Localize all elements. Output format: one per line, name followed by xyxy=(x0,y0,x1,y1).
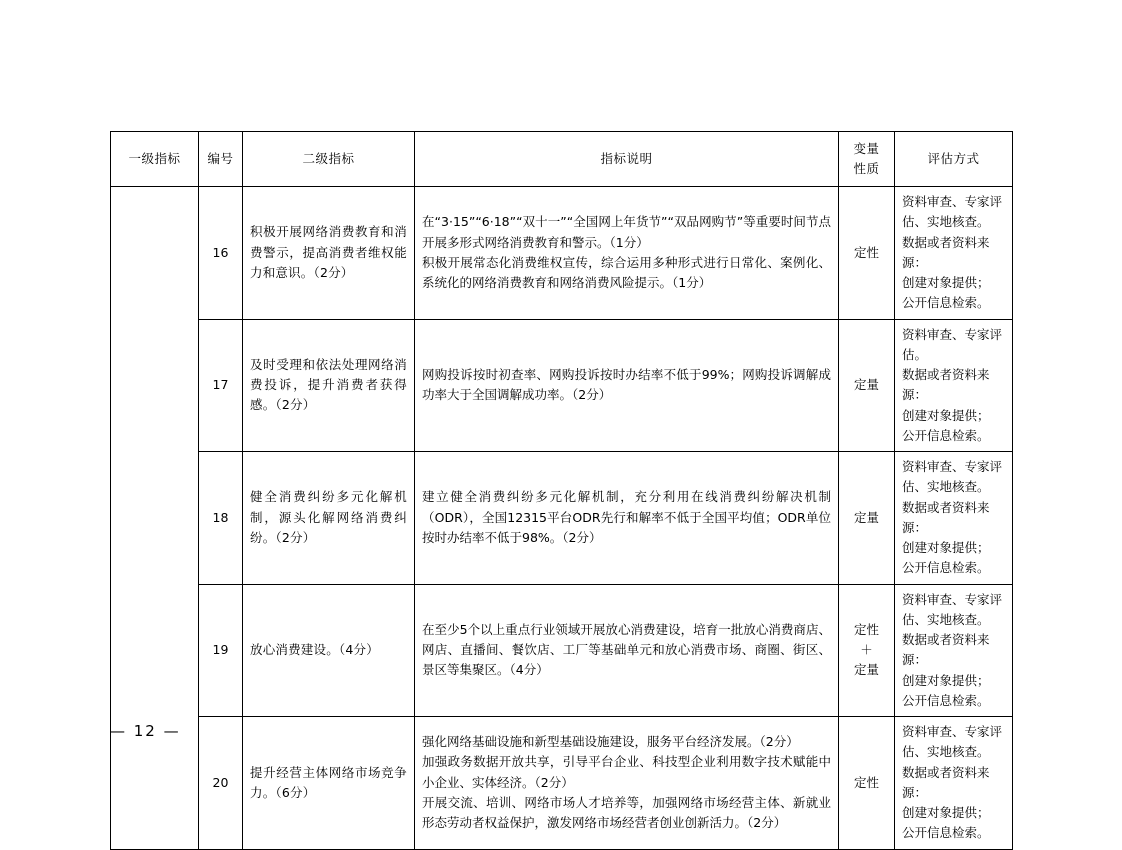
cell-variable xyxy=(839,584,895,717)
evaluation-line: 资料审查、专家评估、实地核查。 xyxy=(902,194,1003,230)
variable-line: ＋ xyxy=(860,642,873,658)
evaluation-line: 公开信息检索。 xyxy=(902,295,990,311)
evaluation-line: 创建对象提供； xyxy=(902,407,990,423)
description-line: 在至少5个以上重点行业领域开展放心消费建设，培育一批放心消费商店、网店、直播间、餐饮店、工厂等基础单元和放心消费市场、商圈、街区、景区等集聚区。（4分） xyxy=(422,621,831,678)
variable-lines xyxy=(846,243,887,263)
header-variable-lines xyxy=(846,139,887,180)
evaluation-line: 公开信息检索。 xyxy=(902,560,990,576)
evaluation-line: 创建对象提供； xyxy=(902,805,990,820)
description-line: 网购投诉按时初查率、网购投诉按时办结率不低于99%；网购投诉调解成功率大于全国调解成功率。（2分） xyxy=(422,367,831,403)
evaluation-line: 创建对象提供； xyxy=(902,275,990,290)
table-row xyxy=(111,452,1013,585)
cell-variable xyxy=(839,319,895,452)
cell-variable xyxy=(839,187,895,320)
cell-level2 xyxy=(243,717,415,850)
cell-variable xyxy=(839,452,895,585)
evaluation-line: 数据或者资料来源： xyxy=(902,764,990,800)
evaluation-line: 资料审查、专家评估、实地核查。 xyxy=(902,591,1003,627)
description-line: 在“3·15”“6·18”“双十一”“全国网上年货节”“双品网购节”等重要时间节点开展多形式网络消费教育和警示。（1分） xyxy=(422,214,831,250)
description-line: 强化网络基础设施和新型基础设施建设，服务平台经济发展。（2分） xyxy=(422,734,799,750)
cell-evaluation xyxy=(895,717,1013,850)
variable-line: 定量 xyxy=(853,662,879,678)
evaluation-line: 资料审查、专家评估、实地核查。 xyxy=(902,459,1003,495)
header-level1: 一级指标 xyxy=(111,132,199,187)
header-variable-line-2: 性质 xyxy=(853,161,880,176)
description-line: 加强政务数据开放共享，引导平台企业、科技型企业利用数字技术赋能中小企业、实体经济。（2分） xyxy=(422,754,831,790)
evaluation-line: 资料审查、专家评估、实地核查。 xyxy=(902,724,1003,760)
evaluation-line: 资料审查、专家评估。 xyxy=(902,326,1003,362)
cell-description xyxy=(415,717,839,850)
header-variable-line-1: 变量 xyxy=(853,140,880,156)
table-header-row xyxy=(111,132,1013,187)
variable-line: 定性 xyxy=(853,621,879,637)
description-line: 积极开展常态化消费维权宣传，综合运用多种形式进行日常化、案例化、系统化的网络消费教育和网络消费风险提示。（1分） xyxy=(422,254,831,290)
page-number: — 12 — xyxy=(110,722,181,740)
cell-number: 19 xyxy=(199,584,243,717)
cell-variable xyxy=(839,717,895,850)
variable-line: 定性 xyxy=(853,244,879,260)
level2-text: 积极开展网络消费教育和消费警示，提高消费者维权能力和意识。（2分） xyxy=(250,224,407,280)
level2-text: 及时受理和依法处理网络消费投诉，提升消费者获得感。（2分） xyxy=(250,356,407,413)
cell-level2 xyxy=(243,584,415,717)
cell-number: 16 xyxy=(199,187,243,320)
level2-text: 放心消费建设。（4分） xyxy=(250,642,379,658)
evaluation-line: 数据或者资料来源： xyxy=(902,367,990,403)
evaluation-line: 公开信息检索。 xyxy=(902,427,990,443)
description-line: 建立健全消费纠纷多元化解机制，充分利用在线消费纠纷解决机制（ODR），全国12315平台ODR先行和解率不低于全国平均值；ODR单位按时办结率不低于98%。（2分） xyxy=(422,489,831,545)
cell-level2 xyxy=(243,319,415,452)
evaluation-line: 数据或者资料来源： xyxy=(902,632,990,668)
evaluation-line: 创建对象提供； xyxy=(902,672,990,688)
table-body xyxy=(111,187,1013,850)
description-line: 开展交流、培训、网络市场人才培养等，加强网络市场经营主体、新就业形态劳动者权益保护，激发网络市场经营者创业创新活力。（2分） xyxy=(422,794,831,831)
table-row xyxy=(111,584,1013,717)
variable-lines xyxy=(846,773,887,793)
cell-number: 20 xyxy=(199,717,243,850)
cell-level2 xyxy=(243,452,415,585)
cell-level1-merged xyxy=(111,187,199,850)
cell-description xyxy=(415,452,839,585)
variable-lines xyxy=(846,620,887,681)
cell-evaluation xyxy=(895,584,1013,717)
cell-level2 xyxy=(243,187,415,320)
variable-line: 定性 xyxy=(853,774,879,790)
level2-text: 提升经营主体网络市场竞争力。（6分） xyxy=(250,764,407,800)
cell-number: 17 xyxy=(199,319,243,452)
table-row xyxy=(111,187,1013,320)
header-level2: 二级指标 xyxy=(243,132,415,187)
evaluation-line: 创建对象提供； xyxy=(902,540,990,555)
cell-evaluation xyxy=(895,187,1013,320)
indicator-table xyxy=(110,131,1013,850)
header-evaluation: 评估方式 xyxy=(895,132,1013,187)
table-row xyxy=(111,717,1013,850)
cell-evaluation xyxy=(895,452,1013,585)
cell-number: 18 xyxy=(199,452,243,585)
cell-description xyxy=(415,187,839,320)
variable-lines xyxy=(846,508,887,528)
table-row xyxy=(111,319,1013,452)
cell-description xyxy=(415,319,839,452)
table-header xyxy=(111,132,1013,187)
variable-line: 定量 xyxy=(853,377,879,393)
variable-lines xyxy=(846,375,887,395)
evaluation-line: 数据或者资料来源： xyxy=(902,499,990,535)
evaluation-line: 数据或者资料来源： xyxy=(902,234,990,270)
evaluation-line: 公开信息检索。 xyxy=(902,825,990,841)
variable-line: 定量 xyxy=(853,509,879,525)
evaluation-line: 公开信息检索。 xyxy=(902,692,990,708)
cell-evaluation xyxy=(895,319,1013,452)
cell-description xyxy=(415,584,839,717)
level2-text: 健全消费纠纷多元化解机制，源头化解网络消费纠纷。（2分） xyxy=(250,489,407,545)
header-variable xyxy=(839,132,895,187)
header-number: 编号 xyxy=(199,132,243,187)
header-description: 指标说明 xyxy=(415,132,839,187)
